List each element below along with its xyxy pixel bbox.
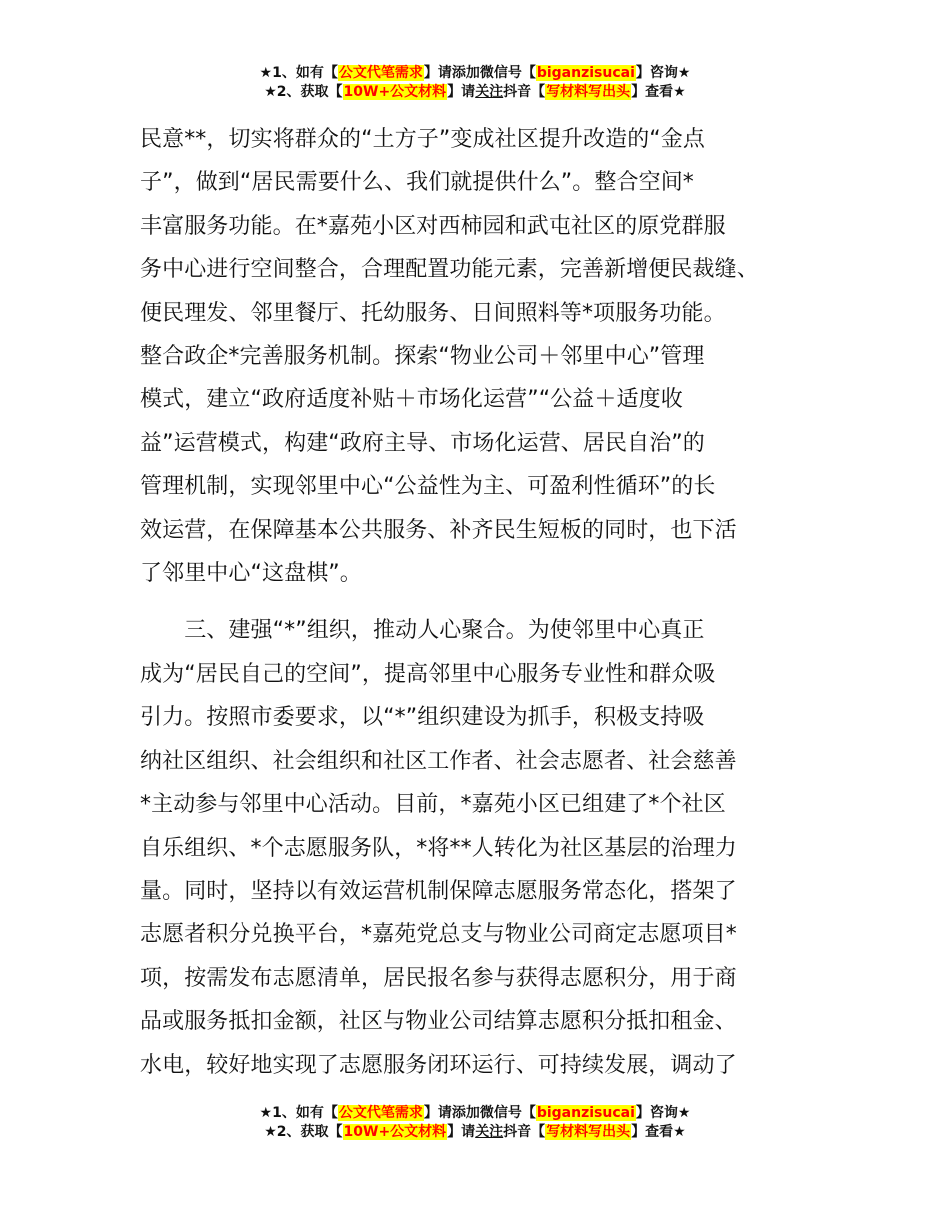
text-line: 子”，做到“居民需要什么、我们就提供什么”。整合空间* [140,170,694,196]
banner-text: 】查看★ [631,1124,686,1140]
text-line: 三、建强“*”组织，推动人心聚合。为使邻里中心真正 [140,618,705,644]
text-line: 品或服务抵扣金额，社区与物业公司结算志愿积分抵扣租金、 [140,1009,737,1035]
highlight-wechat-id: biganzisucai [536,65,635,81]
banner-text: 】咨询★ [635,1105,691,1121]
text-line: 便民理发、邻里餐厅、托幼服务、日间照料等*项服务功能。 [140,300,726,326]
text-line: 成为“居民自己的空间”，提高邻里中心服务专业性和群众吸 [140,661,716,687]
highlight-service: 公文代笔需求 [338,1105,423,1121]
text-line: 务中心进行空间整合，合理配置功能元素，完善新增便民裁缝、 [140,257,759,283]
text-line: 模式，建立“政府适度补贴＋市场化运营”“公益＋适度收 [140,387,683,413]
text-line: 引力。按照市委要求，以“*”组织建设为抓手，积极支持吸 [140,705,705,731]
text-line: 纳社区组织、社会组织和社区工作者、社会志愿者、社会慈善 [140,748,737,774]
text-line: 志愿者积分兑换平台，*嘉苑党总支与物业公司商定志愿项目* [140,922,737,948]
text-line: 效运营，在保障基本公共服务、补齐民生短板的同时，也下活 [140,517,737,543]
text-line: 了邻里中心“这盘棋”。 [140,561,362,587]
banner-line-1 [0,1104,950,1123]
text-line: 整合政企*完善服务机制。探索“物业公司＋邻里中心”管理 [140,344,705,370]
banner-text: 】请 [447,84,476,100]
text-line: 益”运营模式，构建“政府主导、市场化运营、居民自治”的 [140,430,705,456]
banner-text: ★1、如有【 [259,1105,338,1121]
text-line: 民意**，切实将群众的“土方子”变成社区提升改造的“金点 [140,127,705,152]
highlight-douyin: 写材料写出头 [546,84,631,100]
banner-line-2 [0,83,950,102]
banner-text: 】咨询★ [635,65,691,81]
text-line: 水电，较好地实现了志愿服务闭环运行、可持续发展，调动了 [140,1052,737,1078]
highlight-service: 公文代笔需求 [338,65,423,81]
text-line: 量。同时，坚持以有效运营机制保障志愿服务常态化，搭架了 [140,878,737,904]
banner-text: 】请添加微信号【 [423,65,536,81]
banner-text: 抖音【 [503,84,546,100]
banner-text: ★2、获取【 [264,1124,343,1140]
paragraph-gap [140,595,830,609]
banner-text: 】请添加微信号【 [423,1105,536,1121]
header-banner [0,64,950,102]
highlight-wechat-id: biganzisucai [536,1105,635,1121]
banner-text: 】请 [447,1124,476,1140]
banner-text: ★1、如有【 [259,65,338,81]
banner-text: 抖音【 [503,1124,546,1140]
banner-underlined-text: 关注 [475,1124,504,1140]
banner-line-2 [0,1123,950,1142]
highlight-douyin: 写材料写出头 [546,1124,631,1140]
text-line: 管理机制，实现邻里中心“公益性为主、可盈利性循环”的长 [140,474,716,500]
document-body [140,118,830,1087]
text-line: 项，按需发布志愿清单，居民报名参与获得志愿积分，用于商 [140,965,737,991]
highlight-materials: 10W+公文材料 [343,84,447,100]
banner-text: ★2、获取【 [264,84,343,100]
banner-text: 】查看★ [631,84,686,100]
banner-underlined-text: 关注 [475,84,504,100]
text-line: *主动参与邻里中心活动。目前，*嘉苑小区已组建了*个社区 [140,792,726,818]
banner-line-1 [0,64,950,83]
highlight-materials: 10W+公文材料 [343,1124,447,1140]
text-line: 丰富服务功能。在*嘉苑小区对西柿园和武屯社区的原党群服 [140,213,726,239]
text-line: 自乐组织、*个志愿服务队，*将**人转化为社区基层的治理力 [140,835,737,861]
footer-banner [0,1104,950,1142]
